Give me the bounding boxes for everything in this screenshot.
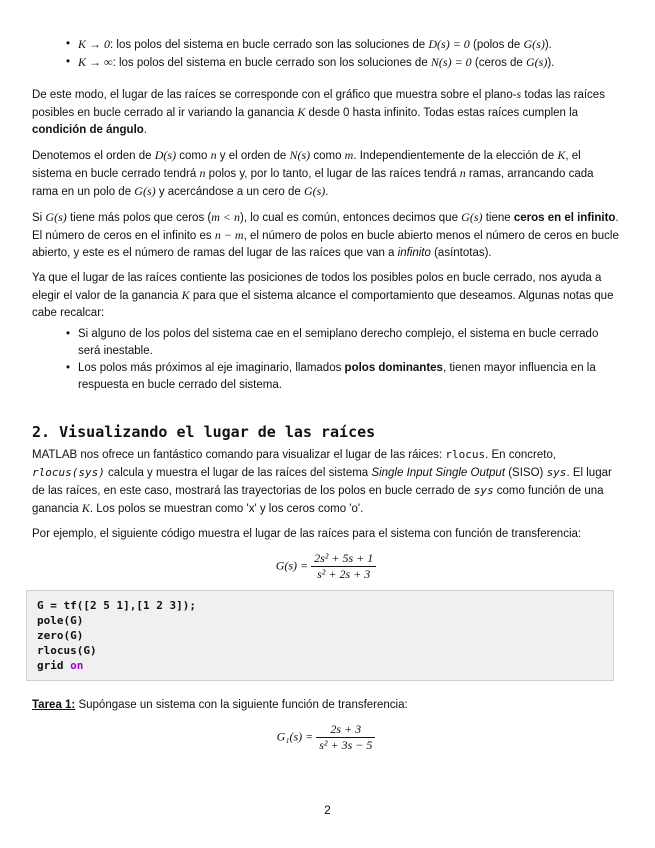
bullet-list-limits (32, 36, 620, 72)
code-block (26, 590, 614, 681)
document-page (32, 36, 620, 761)
paragraph-zeros-infinity: Si G(s) tiene más polos que ceros (m < n), lo cual es común, entonces decimos que G(s) tiene ceros en el infinito. El número de ceros en el infinito es n − m, el número de polos en bucle abierto menos el número de ceros en bucle abierto, y este es el número de ramas del lugar de las raíces que van a infinito (asíntotas). (32, 210, 619, 259)
section-heading: 2. Visualizando el lugar de las raíces (32, 423, 376, 441)
list-item: • K → ∞: los polos del sistema en bucle cerrado son los soluciones de N(s) = 0 (ceros de G(s)). (66, 54, 620, 72)
code-line: grid on (37, 659, 84, 672)
page-number: 2 (324, 803, 331, 817)
code-line: rlocus(G) (37, 644, 97, 657)
code-line: zero(G) (37, 629, 84, 642)
task-statement: Tarea 1: Supóngase un sistema con la siguiente función de transferencia: (32, 699, 408, 711)
paragraph-example: Por ejemplo, el siguiente código muestra el lugar de las raíces para el sistema con función de transferencia: (32, 528, 582, 540)
equation-transfer-function: G(s) = $\frac{\text{2s² + 5s + 1}}{\text{s² + 2s + 3}}$ (32, 551, 620, 582)
paragraph-orders: Denotemos el orden de D(s) como n y el orden de N(s) como m. Independientemente de la elección de K, el sistema en bucle cerrado tendrá n polos y, por lo tanto, el lugar de las raíces tendrá n ramas, arrancando cada rama en un polo de G(s) y acercándose a un cero de G(s). (32, 148, 594, 198)
paragraph-gain-choice: Ya que el lugar de las raíces contiente las posiciones de todos los posibles polos en bucle cerrado, nos ayuda a elegir el valor de la ganancia K para que el sistema alcance el comportamiento que deseamos. Algunas notas que cabe recalcar: (32, 272, 614, 319)
code-line: pole(G) (37, 614, 84, 627)
paragraph-rlocus-intro: MATLAB nos ofrece un fantástico comando para visualizar el lugar de las ráices: rlocus. En concreto, rlocus(sys) calcula y muestra el lugar de las raíces del sistema Single Input Single Output (SISO) sys. El lugar de las raíces, en este caso, mostrará las trayectorias de los polos en bucle cerrado de sys como función de una ganancia K. Los polos se muestran como 'x' y los ceros como 'o'. (32, 448, 612, 515)
bullet-list-notes (32, 326, 620, 394)
paragraph-root-locus-definition: De este modo, el lugar de las raíces se corresponde con el gráfico que muestra sobre el plano-s todas las raíces posibles en bucle cerrado al ir variando la ganancia K desde 0 hasta infinito. Todas estas raíces cumplen la condición de ángulo. (32, 87, 605, 136)
code-line: G = tf([2 5 1],[1 2 3]); (37, 599, 196, 612)
list-item: • K → 0: los polos del sistema en bucle cerrado son las soluciones de D(s) = 0 (polos de G(s)). (66, 36, 620, 54)
list-item: • Si alguno de los polos del sistema cae en el semiplano derecho complejo, el sistema en bucle cerrado será inestable. (66, 326, 620, 360)
equation-task-function: G₁(s) = $\frac{2s + 3}{\text{s² + 3s − 5}}$ (32, 722, 620, 753)
list-item: • Los polos más próximos al eje imaginario, llamados polos dominantes, tienen mayor influencia en la respuesta en bucle cerrado del sistema. (66, 360, 620, 394)
